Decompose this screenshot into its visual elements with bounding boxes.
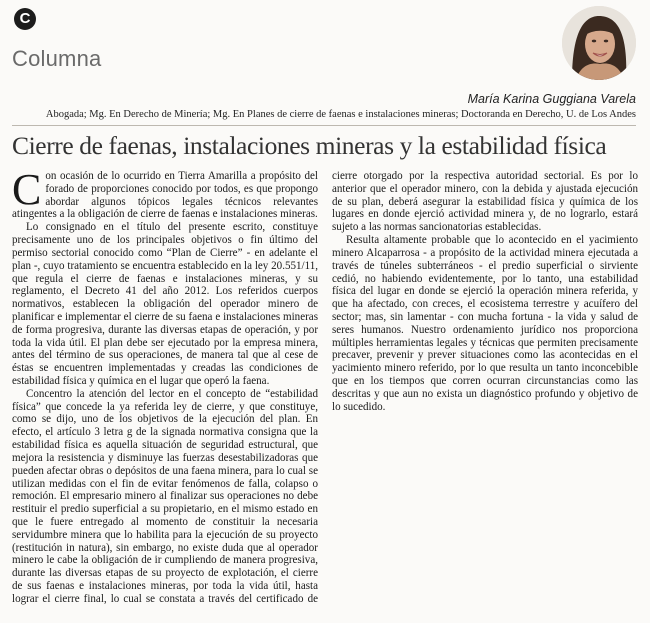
body-paragraph: Lo consignado en el título del presente escrito, constituye precisamente uno de los principales objetivos o fin último del permiso sectorial conocido como “Plan de Cierre” - en adelante el plan -, cuyo tratamiento se encuentra establecido en la ley 20.551/11, que regula el cierre de faenas e instalaciones mineras, y su reglamento, el Decreto 41 del año 2012. Los referidos cuerpos normativos, establecen la obligación del operador minero de planificar e implementar el cierre de su faena e instalaciones mineras de forma progresiva, durante las diversas etapas de operación, y por toda la vida útil. El plan debe ser ejecutado por la empresa minera, antes del término de sus operaciones, de manera tal que al cese de éstas se encuentren implementadas y creadas las condiciones de estabilidad física y química en el lugar que operó la faena. (12, 221, 318, 387)
author-portrait-icon (562, 6, 636, 80)
section-label: Columna (12, 46, 102, 71)
article-headline: Cierre de faenas, instalaciones mineras y la estabilidad física (12, 131, 607, 160)
lead-text: on ocasión de lo ocurrido en Tierra Amarilla a propósito del forado de proporciones conocido por todos, es que propongo abordar algunos tópicos legales técnicos relevantes atingentes a la obligación de cierre de faenas e instalaciones mineras. (12, 170, 318, 221)
lead-paragraph (12, 165, 318, 221)
author-credentials: Abogada; Mg. En Derecho de Minería; Mg. En Planes de cierre de faenas e instalaciones mineras; Doctoranda en Derecho, U. de Los Andes (45, 109, 636, 120)
section-header (12, 6, 162, 71)
body-paragraph: Concentro la atención del lector en el concepto de “estabilidad física” que concede la ya referida ley de cierre, y que constituye, como se dijo, uno de los objetivos de la ejecución del plan. En efecto, el artículo 3 letra g de la signada normativa consigna que la estabilidad física es aquella situación de seguridad estructural, que mejora la resistencia y disminuye las fuerzas desestabilizadoras que pueden afectar obras o depósitos de una faena minera, para lo cual se utilizan medidas con el fin de evitar fenómenos de falla, colapso o remoción. El empresario minero al finalizar sus operaciones no debe restituir el predio superficial a su propietario, en el mismo estado en que le fuere entregado al momento de constituir la necesaria servidumbre minera que lo habilita para la ejecución de su proyecto (restitución in natura), sin embargo, no existe duda que al operador minero le cabe la obligación de ir cumpliendo de manera progresiva, durante las diversas etapas de su proyecto de explotación, el cierre de sus faenas e instalaciones mineras, por toda la vida útil, hasta lograr el cierre final, lo cual se constata a través del certificado de cierre otorgado por la respectiva autoridad sectorial. Es por lo anterior que el operador minero, con la debida y ajustada ejecución de su plan, deberá asegurar la estabilidad física y química de los lugares en donde ejerció actividad minera y, de no lograrlo, estará sujeto a las normas sancionatorias establecidas. (12, 170, 638, 605)
drop-cap: C (12, 165, 42, 214)
author-name: María Karina Guggiana Varela (467, 92, 636, 106)
section-badge: C (14, 8, 36, 30)
divider (12, 125, 636, 126)
body-paragraph: Resulta altamente probable que lo acontecido en el yacimiento minero Alcaparrosa - a propósito de la actividad minera ejecutada a través de túneles subterráneos - el predio superficial o sirviente cedió, no habiendo evidentemente, por lo tanto, una estabilidad física del lugar en donde se ejerció la operación minera referida, y que ha afectado, con creces, el ecosistema terrestre y acuífero del sector; mas, sin lamentar - con mucha fortuna - la vida y salud de seres humanos. Nuestro ordenamiento jurídico nos proporciona múltiples herramientas legales y técnicas que permiten precisamente precaver, prevenir y prever situaciones como las acontecidas en el yacimiento minero referido, por lo que resulta un tanto inconcebible que en los tiempos que corren ocurran circunstancias como las descritas y que aun no exista un diagnóstico profundo y objetivo de lo sucedido. (332, 234, 638, 413)
article-body (12, 165, 638, 618)
